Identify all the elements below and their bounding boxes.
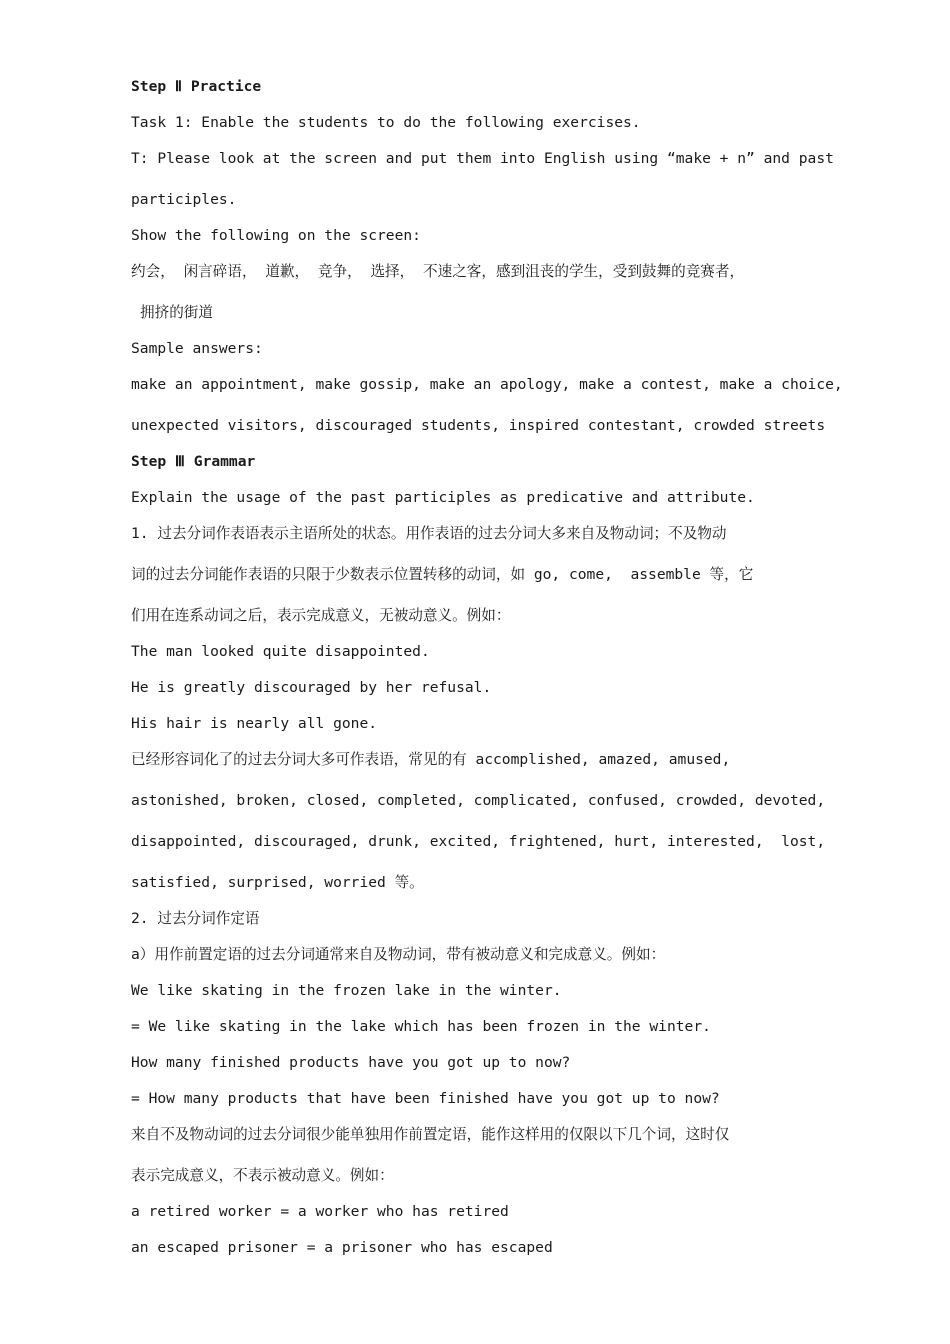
teacher-instruction-line-1: T: Please look at the screen and put them into English using “make + n” and past	[131, 150, 834, 167]
example-sentence: The man looked quite disappointed.	[131, 643, 430, 660]
sample-answers-label: Sample answers:	[131, 340, 263, 357]
adjectival-participles-line-2: astonished, broken, closed, completed, complicated, confused, crowded, devoted,	[131, 792, 826, 809]
adjectival-participles-line-3: disappointed, discouraged, drunk, excited, frightened, hurt, interested, lost,	[131, 833, 826, 850]
grammar-point1-line-2: 词的过去分词能作表语的只限于少数表示位置转移的动词，如 go, come, assemble 等，它	[131, 566, 754, 583]
intransitive-note-line-2: 表示完成意义，不表示被动意义。例如：	[131, 1167, 394, 1184]
sample-answers-line-1: make an appointment, make gossip, make an apology, make a contest, make a choice,	[131, 376, 843, 393]
example-phrase: an escaped prisoner = a prisoner who has escaped	[131, 1239, 553, 1256]
example-sentence: He is greatly discouraged by her refusal.	[131, 679, 492, 696]
teacher-instruction-line-2: participles.	[131, 191, 237, 208]
example-phrase: a retired worker = a worker who has retired	[131, 1203, 509, 1220]
example-sentence: We like skating in the frozen lake in the winter.	[131, 982, 562, 999]
explain-usage-line: Explain the usage of the past participles as predicative and attribute.	[131, 489, 755, 506]
grammar-point2-heading: 2. 过去分词作定语	[131, 910, 260, 927]
show-screen-line: Show the following on the screen:	[131, 227, 421, 244]
sample-answers-line-2: unexpected visitors, discouraged students, inspired contestant, crowded streets	[131, 417, 826, 434]
intransitive-note-line-1: 来自不及物动词的过去分词很少能单独用作前置定语，能作这样用的仅限以下几个词，这时仅	[131, 1126, 730, 1143]
task1-line: Task 1: Enable the students to do the following exercises.	[131, 114, 641, 131]
step2-heading: Step Ⅱ Practice	[131, 78, 262, 95]
example-sentence: = How many products that have been finished have you got up to now?	[131, 1090, 720, 1107]
grammar-point2a-line: a）用作前置定语的过去分词通常来自及物动词，带有被动意义和完成意义。例如：	[131, 946, 666, 963]
step3-heading: Step Ⅲ Grammar	[131, 453, 256, 470]
chinese-terms-line-1: 约会， 闲言碎语， 道歉， 竞争， 选择， 不速之客，感到沮丧的学生，受到鼓舞的竞赛者，	[131, 263, 745, 280]
chinese-terms-line-2: 拥挤的街道	[140, 304, 213, 321]
example-sentence: = We like skating in the lake which has been frozen in the winter.	[131, 1018, 711, 1035]
adjectival-participles-line-4: satisfied, surprised, worried 等。	[131, 874, 424, 891]
grammar-point1-line-1: 1. 过去分词作表语表示主语所处的状态。用作表语的过去分词大多来自及物动词；不及物动	[131, 525, 727, 542]
example-sentence: His hair is nearly all gone.	[131, 715, 378, 732]
adjectival-participles-line-1: 已经形容词化了的过去分词大多可作表语，常见的有 accomplished, amazed, amused,	[131, 751, 731, 768]
example-sentence: How many finished products have you got up to now?	[131, 1054, 571, 1071]
grammar-point1-line-3: 们用在连系动词之后，表示完成意义，无被动意义。例如：	[131, 607, 511, 624]
